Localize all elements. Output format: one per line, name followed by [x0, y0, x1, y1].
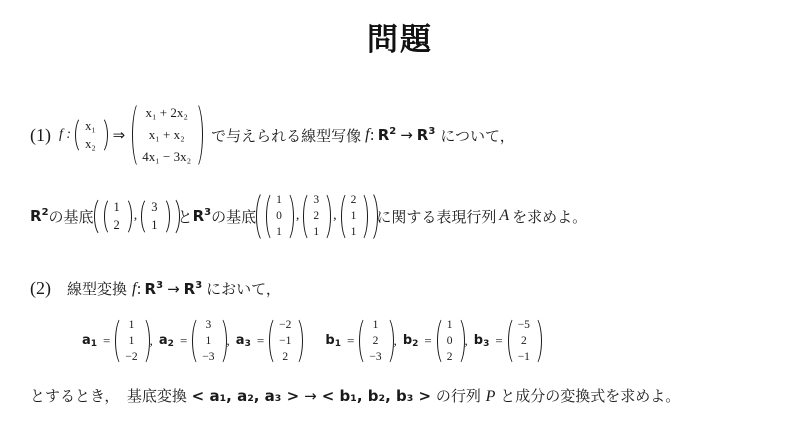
conclusion-middle: の行列 — [431, 387, 486, 406]
map-arrow-icon: → — [167, 279, 180, 298]
vector-cell: 3 — [205, 319, 212, 331]
vector-label-subscript: 3 — [483, 339, 490, 350]
left-paren-icon — [341, 190, 348, 242]
left-paren-icon — [437, 315, 444, 367]
vector-cell: 1 — [151, 218, 158, 233]
basis-to: < b₁, b₂, b₃ > — [321, 387, 432, 406]
problem-1 — [30, 100, 776, 243]
vector-cell: x₁ — [85, 119, 96, 134]
map-codomain-symbol: R — [416, 126, 429, 145]
vector-label-text: b — [402, 333, 413, 349]
vector-separator: , — [149, 333, 153, 349]
vector-cell: 1 — [313, 226, 320, 239]
vector-cell: −1 — [279, 335, 292, 348]
right-paren-icon — [456, 315, 463, 367]
given-by-text: で与えられる線型写像 — [211, 126, 362, 145]
vector-cell: 0 — [446, 335, 453, 348]
left-paren-icon — [94, 196, 102, 236]
problem-1-line-2 — [30, 190, 776, 242]
vector-cell: 4x₁ − 3x₂ — [142, 149, 192, 165]
vector-cell: 3 — [151, 200, 158, 215]
image-vector — [132, 100, 201, 170]
vector-cell: 3 — [313, 194, 320, 207]
basis-r3-group — [256, 190, 376, 242]
vector-label-text: b — [473, 333, 484, 349]
vector-cell: 2 — [520, 335, 527, 348]
basis-r2-group — [94, 196, 178, 236]
r3-exponent: 3 — [156, 279, 164, 291]
function-label: f : — [59, 127, 72, 143]
vector-label-text: a — [158, 333, 168, 349]
map-codomain — [184, 280, 203, 298]
vector-b2 — [437, 315, 463, 367]
basis-r3-label — [193, 207, 212, 225]
problem-1-line-1 — [30, 100, 776, 170]
vector-cell: 1 — [113, 200, 120, 215]
right-paren-icon — [170, 196, 178, 236]
vector-separator: , — [393, 333, 397, 349]
vector-label-subscript: 2 — [412, 339, 419, 350]
representation-matrix-text: に関する表現行列 — [376, 207, 497, 226]
vector-cell: x₁ + 2x₂ — [145, 105, 188, 120]
vector-cell: 1 — [276, 226, 282, 239]
matrix-name: A — [499, 207, 510, 225]
vector-cell: 1 — [350, 226, 357, 239]
vector-cell: 2 — [372, 335, 379, 348]
left-paren-icon — [141, 196, 148, 236]
vector-cell: 1 — [350, 210, 357, 223]
equals-sign: = — [495, 333, 503, 349]
equals-sign: = — [256, 333, 265, 349]
r3-symbol: R — [192, 207, 205, 226]
vector-cell: −1 — [517, 351, 530, 364]
right-paren-icon — [294, 315, 301, 367]
left-paren-icon — [266, 190, 273, 242]
maps-to-arrow-icon: ⇒ — [112, 126, 126, 145]
vector-cell: x₁ + x₂ — [148, 127, 185, 143]
vector-a1 — [115, 315, 147, 367]
vector-label-text: a — [235, 333, 245, 349]
transform-arrow-icon: → — [304, 387, 317, 406]
basis-text-2: の基底 — [211, 207, 257, 226]
basis-r2-label — [30, 207, 49, 225]
vector-cell: 2 — [350, 194, 357, 207]
right-paren-icon — [285, 190, 292, 242]
right-paren-icon — [194, 100, 201, 170]
vector-label-subscript: 1 — [334, 339, 341, 350]
basis-r2-vector-1 — [104, 196, 130, 236]
left-paren-icon — [303, 190, 310, 242]
left-paren-icon — [75, 115, 82, 155]
conclusion-lead: とするとき， 基底変換 — [30, 387, 192, 406]
vector-cell: 2 — [446, 351, 453, 364]
r3-exponent: 3 — [195, 279, 203, 291]
vector-label-subscript: 2 — [167, 339, 174, 350]
equals-sign: = — [103, 333, 111, 349]
left-paren-icon — [132, 100, 139, 170]
vector-separator: , — [464, 333, 468, 349]
right-paren-icon — [141, 315, 148, 367]
vector-label-subscript: 3 — [244, 339, 251, 350]
vector-cell: 2 — [282, 351, 289, 364]
vector-a3 — [269, 315, 301, 367]
vector-separator: , — [133, 208, 138, 224]
vector-label-a2 — [159, 333, 174, 349]
left-paren-icon — [269, 315, 276, 367]
left-paren-icon — [115, 315, 122, 367]
left-paren-icon — [192, 315, 199, 367]
right-paren-icon — [533, 315, 540, 367]
basis-r3-vector-2 — [303, 190, 329, 242]
vector-separator: , — [333, 208, 337, 224]
vector-label-subscript: 1 — [90, 339, 98, 350]
vector-cell: 2 — [313, 210, 320, 223]
vector-label-b3 — [474, 333, 490, 349]
map-domain-exponent: 2 — [389, 126, 397, 138]
vector-b3 — [508, 315, 540, 367]
right-paren-icon — [99, 115, 106, 155]
map-domain-symbol: R — [377, 126, 390, 145]
vector-a2 — [192, 315, 224, 367]
vector-label-a3 — [236, 333, 251, 349]
problem-2-vector-list — [30, 315, 776, 367]
vector-cell: 1 — [276, 194, 282, 207]
to-text: と — [177, 207, 193, 226]
problem-2 — [30, 278, 776, 406]
document-page — [0, 14, 800, 430]
problem-2-line-1 — [30, 278, 776, 299]
left-paren-icon — [508, 315, 515, 367]
conclusion-tail: と成分の変換式を求めよ。 — [495, 387, 681, 406]
basis-from: < a₁, a₂, a₃ > — [191, 387, 300, 406]
problem-2-number: (2) — [30, 278, 51, 298]
problem-2-conclusion — [30, 385, 776, 406]
r3-symbol: R — [144, 279, 157, 298]
vector-cell: x₂ — [85, 137, 96, 152]
vector-cell: 1 — [205, 335, 212, 348]
find-text: を求めよ。 — [512, 207, 588, 226]
page-title: 問題 — [367, 22, 433, 58]
map-name: f — [132, 279, 137, 297]
vector-label-b2 — [403, 333, 419, 349]
problem-1-number: (1) — [30, 124, 51, 145]
map-codomain-exponent: 3 — [428, 126, 436, 138]
vector-cell: −3 — [202, 351, 215, 364]
vector-cell: 1 — [372, 319, 379, 331]
right-paren-icon — [385, 315, 392, 367]
map-arrow-icon: → — [400, 126, 413, 145]
right-paren-icon — [322, 190, 329, 242]
equals-sign: = — [347, 333, 355, 349]
map-domain — [145, 280, 164, 298]
map-colon: : — [136, 279, 142, 298]
matrix-name: P — [485, 388, 496, 406]
r2-symbol: R — [30, 207, 42, 226]
vector-cell: −5 — [517, 319, 530, 331]
vector-cell: −3 — [369, 351, 382, 364]
domain-vector — [75, 115, 106, 155]
vector-separator: , — [226, 333, 230, 349]
vector-label-text: a — [82, 333, 91, 349]
equals-sign: = — [424, 333, 432, 349]
left-paren-icon — [256, 190, 264, 242]
map-colon: : — [369, 126, 375, 145]
vector-b1 — [359, 315, 391, 367]
vector-cell: −2 — [125, 351, 138, 364]
r3-exponent: 3 — [204, 207, 212, 219]
r3-symbol: R — [183, 279, 196, 298]
r2-exponent: 2 — [41, 207, 49, 219]
vector-cell: 2 — [113, 218, 120, 233]
map-codomain — [417, 126, 436, 144]
vector-label-a1 — [82, 333, 97, 349]
vector-cell: 0 — [276, 210, 282, 223]
map-name: f — [365, 126, 370, 144]
right-paren-icon — [218, 315, 225, 367]
left-paren-icon — [104, 196, 111, 236]
vector-separator: , — [295, 208, 300, 224]
vector-cell: 1 — [128, 319, 135, 331]
right-paren-icon — [123, 196, 130, 236]
vector-label-text: b — [325, 333, 335, 349]
equals-sign: = — [179, 333, 188, 349]
vector-cell: −2 — [279, 319, 292, 331]
right-paren-icon — [368, 190, 376, 242]
map-domain — [378, 126, 397, 144]
linear-transform-text: 線型変換 — [67, 280, 128, 298]
left-paren-icon — [359, 315, 366, 367]
in-text: において， — [206, 280, 281, 298]
vector-cell: 1 — [446, 319, 453, 331]
basis-text-1: の基底 — [48, 207, 94, 226]
basis-r3-vector-1 — [266, 190, 292, 242]
vector-cell: 1 — [128, 335, 135, 348]
vector-label-b1 — [325, 333, 341, 349]
about-text: について， — [440, 126, 515, 145]
